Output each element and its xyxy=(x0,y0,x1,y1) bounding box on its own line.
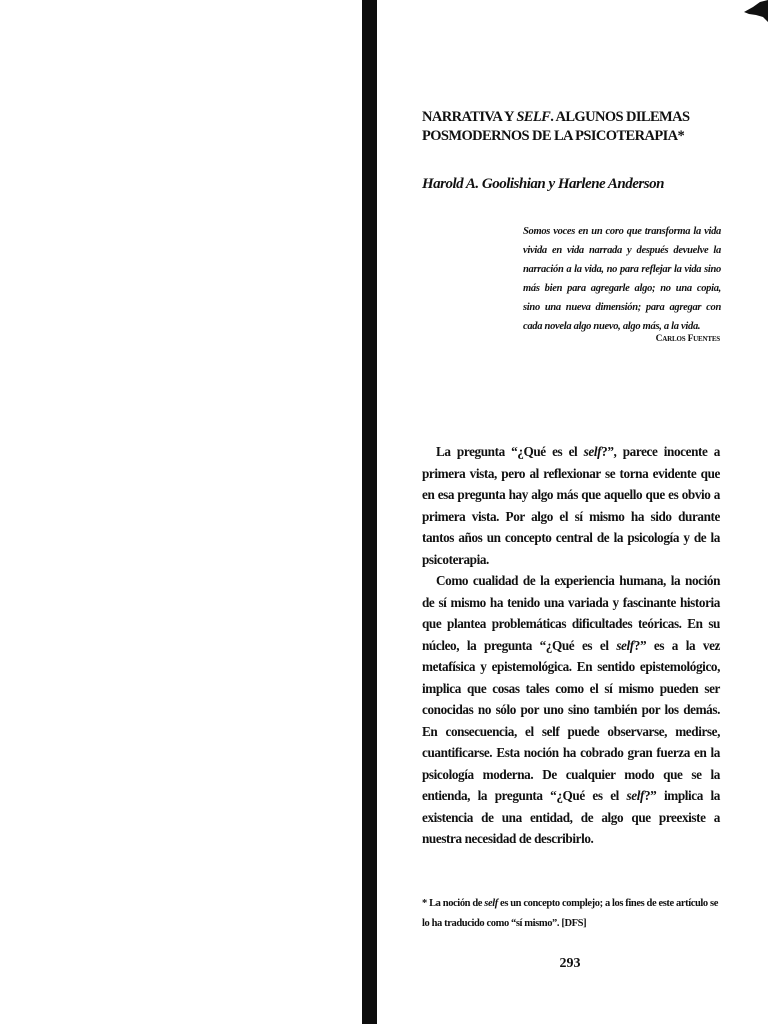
title-part-3: . ALGUNOS DILEMAS POSMODERNOS DE LA PSICOTERAPIA* xyxy=(422,109,690,144)
page-number: 293 xyxy=(559,956,581,971)
body-text-run: ?”, parece inocente a primera vista, pero al reflexionar se torna evidente que en esa pregunta hay algo más que aquello que es obvio a primera vista. Por algo el sí mismo ha sido durante tantos años un concepto central de la psicología y de la psicoterapia. xyxy=(422,444,720,567)
body-paragraph-1 xyxy=(422,441,720,570)
body-text-run: ?” es a la vez metafísica y epistemológica. En sentido epistemológico, implica que cosas tales como el sí mismo pueden ser conocidas no sólo por uno sino también por los demás. En consecuencia, el self puede observarse, medirse, cuantificarse. Esta noción ha cobrado gran fuerza en la psicología moderna. De cualquier modo que se la entienda, la pregunta “¿Qué es el xyxy=(422,637,720,803)
body-text-run: La pregunta “¿Qué es el xyxy=(436,444,584,459)
page-corner-mark xyxy=(744,0,768,22)
body-paragraph-2 xyxy=(422,570,720,850)
epigraph-quote: Somos voces en un coro que transforma la vida vivida en vida narrada y después devuelve la narración a la vida, no para reflejar la vida sino más bien para agregarle algo; no una copia, sino una nueva dimensión; para agregar con cada novela algo nuevo, algo más, a la vida. xyxy=(523,226,721,332)
book-spine-shadow xyxy=(362,0,377,1024)
self-term-italic: self xyxy=(626,788,644,803)
self-term-italic: self xyxy=(616,637,634,653)
chapter-title xyxy=(422,108,742,146)
self-term-italic: self xyxy=(484,898,498,909)
body-text-run: ?” implica la existencia de una entidad, de algo que preexiste a nuestra necesidad de describirlo. xyxy=(422,788,720,846)
footnote-text-run: * La noción de xyxy=(422,898,485,909)
title-part-1: NARRATIVA Y xyxy=(422,109,517,125)
footnote xyxy=(422,894,720,934)
self-term-italic: self xyxy=(583,444,602,459)
footnote-text-run: es un concepto complejo; a los fines de este artículo se lo ha traducido como “sí mismo”. [DFS] xyxy=(422,898,718,929)
epigraph-source: Carlos Fuentes xyxy=(655,334,720,344)
chapter-authors: Harold A. Goolishian y Harlene Anderson xyxy=(422,176,664,192)
body-text-run: Como cualidad de la experiencia humana, la noción de sí mismo ha tenido una variada y fascinante historia que plantea problemáticas dificultades teóricas. En su núcleo, la pregunta “¿Qué es el xyxy=(422,573,720,653)
title-self-italic: SELF xyxy=(516,109,551,125)
body-text xyxy=(422,441,720,850)
